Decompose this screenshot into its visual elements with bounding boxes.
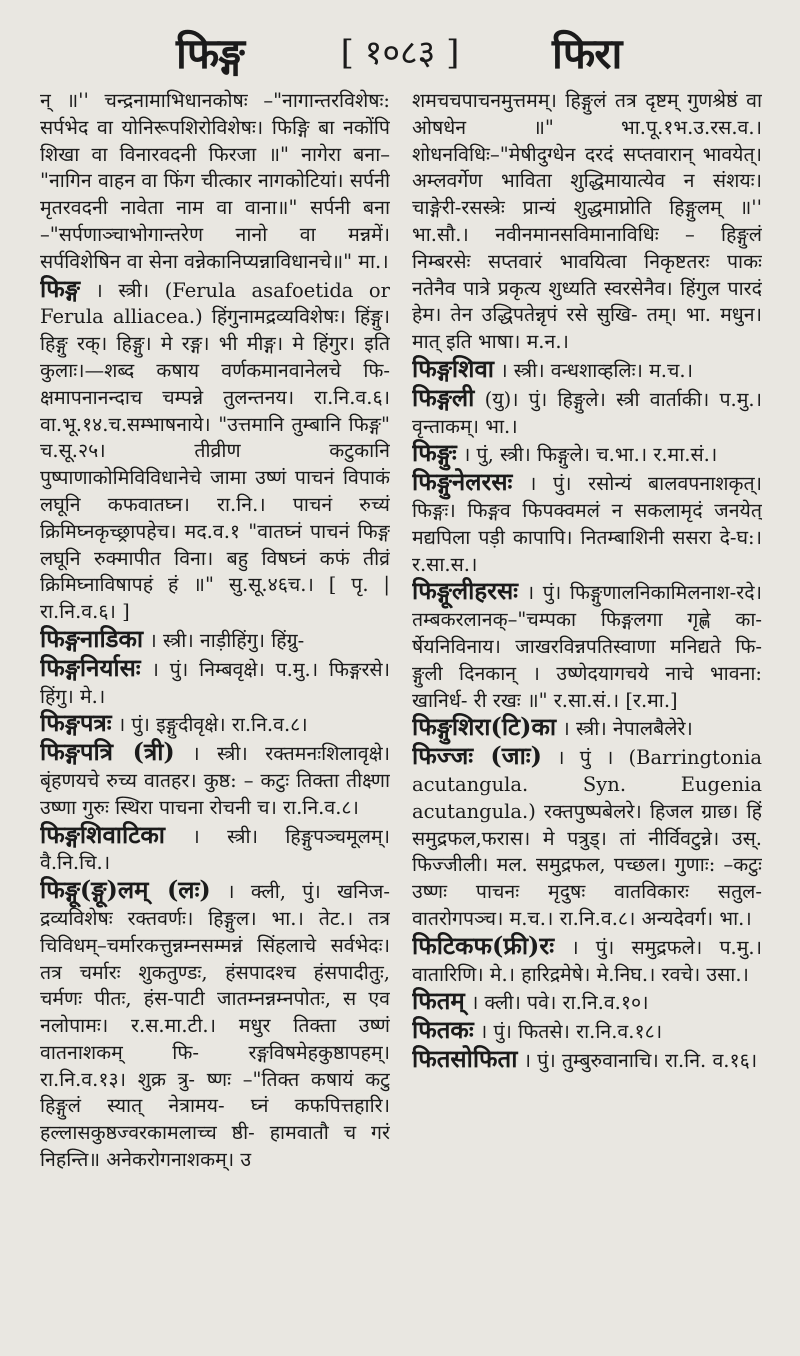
dictionary-entry xyxy=(40,710,390,739)
dictionary-entry xyxy=(412,353,762,385)
entry-definition: । क्ली, पुं। खनिज-द्रव्यविशेषः रक्तवर्णः। हिङ्गुल। भा.। तेट.। तत्र चिविधम्–चर्मारकत्तुन्नम्नसम्मन्नं सिंहलाचे सर्वभेदः। तत्र चर्मारः शुकतुण्डः, हंसपादश्च हंसपादीतुः, चर्मणः पीतः, हंस-पाटी जातम्नन्नम्नपोतः, स एव नलोपामः। र.स.मा.टी.। मधुर तिक्ता उष्णं वातनाशकम् फि- रङ्गविषमेहकुष्ठापहम्। रा.नि.व.१३। शुक्र त्रु- ष्णः –"तिक्त कषायं कटु हिङ्गुलं स्यात् नेत्रामय- घ्नं कफपित्तहारि। हल्लासकुष्ठज्वरकामलाच्च ष्ठी- हामवातौ च गरं निहन्ति॥ अनेकरोगनाशकम्। उ xyxy=(40,880,390,1172)
entry-headword: फिङ्गुनेलरसः xyxy=(412,467,513,497)
entry-definition: शमचचपाचनमुत्तमम्। हिङ्गुलं तत्र दृष्टम् गुणश्रेष्ठं वा ओषधेन ॥" भा.पू.१भ.उ.रस.व.। शोधनविधिः–"मेषीदुग्धेन दरदं सप्तवारान् भावयेत्। अम्लवर्गेण भाविता शुद्धिमायात्येव न संशयः। चाङ्गेरी-रसस्त्रेः प्रान्यं शुद्धमाप्नोति हिङ्गुलम् ॥'' भा.सौ.। नवीनमानसविमानाविधिः – हिङ्गुलं निम्बरसेः सप्तवारं भावयित्वा निकृष्टतरः पाकः नतेनैव पात्रे प्रकृत्य शुध्यति स्वरसेनैव। हिंगुल पारदं हेम। तेन उद्धिपतेन्नृपं रसे सुखि- तम्। भा. मधुन। मात् इति भाषा। म.न.। xyxy=(412,89,762,354)
entry-definition: । स्त्री। नाड़ीहिंगु। हिंग्रु- xyxy=(143,628,305,652)
entry-headword: फितम् xyxy=(412,986,465,1016)
dictionary-entry xyxy=(412,1017,762,1046)
page-number: [ १०८३ ] xyxy=(340,33,460,73)
dictionary-entry xyxy=(40,88,390,276)
left-running-headword: फिङ्ग xyxy=(176,29,244,78)
dictionary-entry xyxy=(412,988,762,1017)
left-column xyxy=(40,88,390,1350)
entry-headword: फिङ्गनिर्यासः xyxy=(40,652,141,682)
dictionary-entry xyxy=(412,1043,762,1075)
entry-headword: फिङ्गुशिरा(टि)का xyxy=(412,712,557,742)
entry-definition: । पुं। इङ्गुदीवृक्षे। रा.नि.व.८। xyxy=(111,713,308,737)
entry-definition: । स्त्री। नेपालबैलेरे। xyxy=(556,717,693,741)
dictionary-entry xyxy=(412,440,762,469)
entry-definition: । स्त्री। रक्तमनःशिलावृक्षे। बृंहणयचे रुच्य वातहर। कुष्ठ: – कटुः तिक्ता तीक्ष्णा उष्णा गुरुः स्थिरा पाचना रोचनी च। रा.नि.व.८। xyxy=(40,742,390,819)
dictionary-entry xyxy=(412,578,762,714)
entry-headword: फिटिकफ(फ्री)रः xyxy=(412,930,555,960)
entry-definition: । पुं। तुम्बुरुवानाचि। रा.नि. व.१६। xyxy=(517,1048,758,1072)
dictionary-entry xyxy=(412,743,762,933)
entry-headword: फितकः xyxy=(412,1015,474,1045)
entry-definition: । पुं। समुद्रफले। प.मु.। वातारिणि। मे.। हारिद्रमेषे। मे.निघ.। रवचे। उसा.। xyxy=(412,935,762,986)
dictionary-entry xyxy=(40,819,390,878)
dictionary-entry xyxy=(40,877,390,1174)
entry-definition: । पुं । (Barringtonia acutangula. Syn. Eugenia acutangula.) रक्तपुष्पबेलरे। हिजल ग्राछ। हिं समुद्रफल,फरास। मे पत्रुड्। तां नीर्विवटुन्ने। उस्. फिज्जीली। मल. समुद्रफल, पच्छल। गुणाः: –कटुः उष्णः पाचनः मृदुषः वातविकारः सतुल-वातरोगपञ्च। म.च.। रा.नि.व.८। अन्यदेवर्ग। भा.। xyxy=(412,746,762,930)
entry-headword: फितसोफिता xyxy=(412,1043,518,1073)
entry-definition: (यु)। पुं। हिङ्गुले। स्त्री वार्ताकी। प.मु.। वृन्ताकम्। भा.। xyxy=(412,387,762,438)
right-column xyxy=(412,88,762,1350)
dictionary-entry xyxy=(412,469,762,578)
entry-definition: । स्त्री। वन्धशाव्हलिः। म.च.। xyxy=(494,358,693,382)
entry-headword: फिङ्गली xyxy=(412,382,475,412)
page-header xyxy=(0,0,800,85)
entry-definition: । पुं। फितसे। रा.नि.व.१८। xyxy=(473,1020,663,1044)
entry-headword: फिङ्गुः xyxy=(412,438,457,468)
dictionary-entry xyxy=(40,273,390,626)
entry-headword: फिङ्गपत्रः xyxy=(40,708,112,738)
entry-definition: न् ॥'' चन्द्रनामाभिधानकोषः –"नागान्तरविशेषः: सर्पभेद वा योनिरूपशिरोविशेषः। फिङ्गि बा नकोंपि शिखा वा विनारवदनी फिरजा ॥" नागेरा बना– "नागिन वाहन वा फिंग चीत्कार नागकोटियां। सर्पनी मृतरवदनी नावेता नाम वा वाना॥" सर्पनी बना –"सर्पणाञ्चाभोगान्तरेण नानो वा मन्नमें। सर्पविशेषिन वा सेना वन्नेकानिप्यन्नाविधानचे॥" मा.। xyxy=(40,89,390,273)
entry-headword: फिङ्गपत्रि (त्री) xyxy=(40,737,175,767)
entry-headword: फिज्जः (जाः) xyxy=(412,741,543,771)
right-running-headword: फिरा xyxy=(552,29,622,78)
entry-headword: फिङ्ग xyxy=(40,273,80,303)
dictionary-entry xyxy=(412,714,762,743)
entry-definition: । पुं। रसोन्यं बालवपनाशकृत्। फिङ्गः। फिङ्गव फिपक्वमलं न सकलामृदं जनयेत् मद्यपिला पड़ी कापापि। नितम्बाशिनी ससरा दे-घ:। र.सा.स.। xyxy=(412,472,762,576)
entry-headword: फिङ्गनाडिका xyxy=(40,623,144,653)
entry-headword: फिङ्गूलीहरसः xyxy=(412,576,519,606)
entry-headword: फिङ्गशिवा xyxy=(412,353,495,383)
dictionary-entry xyxy=(40,652,390,711)
entry-definition: । पुं। निम्बवृक्षे। प.मु.। फिङ्गरसे। हिंगु। मे.। xyxy=(40,657,390,708)
entry-definition: । पुं, स्त्री। फिङ्गुले। च.भा.। र.मा.सं.। xyxy=(456,443,718,467)
dictionary-entry xyxy=(412,382,762,441)
dictionary-entry xyxy=(40,623,390,655)
dictionary-entry xyxy=(412,930,762,989)
dictionary-entry xyxy=(412,88,762,356)
dictionary-entry xyxy=(40,739,390,821)
entry-definition: । क्ली। पवे। रा.नि.व.१०। xyxy=(464,991,649,1015)
entry-definition: । पुं। फिङ्गुणालनिकामिलनाश-रदे। तम्बकरलानक्–"चम्पका फिङ्गलगा गृह्णे का-र्षेयनिविनाय। जाखरविन्नपतिस्वाणा मनिद्यते फि- ङ्गुली दिनकान् । उष्णेदयागचये नाचे भावना: खानिर्ध- री रखः ॥" र.सा.सं.। [र.मा.] xyxy=(412,581,762,712)
entry-definition: । स्त्री। (Ferula asafoetida or Ferula alliacea.) हिंगुनामद्रव्यविशेषः। हिंङ्गु। हिङ्गु रक्। हिङ्गु। मे रङ्ग। भी मीङ्ग। मे हिंगुर। इति कुलाः।—शब्द कषाय वर्णकमानवानेलचे फि- क्षमापनानन्दाच चम्पन्ने तुलन्तनय। रा.नि.व.६। वा.भू.१४.च.सम्भाषनाये। "उत्तमानि तुम्बानि फिङ्ग" च.सू.२५। तीव्रीण कटुकानि पुष्पाणाकोमिविविधानेचे जामा उष्णं पाचनं विपाकं लघूनि कफवातघ्न। रा.नि.। पाचनं रुच्यं क्रिमिघ्नकृच्छ्रापहेच। मद.व.१ "वातघ्नं पाचनं फिङ्ग लघूनि रुक्मापीत विना। बहु विषघ्नं कफं तीव्रं क्रिमिघ्नाविषापहं हं ॥" सु.सू.४६च.। [ पृ. | रा.नि.व.६। ] xyxy=(40,278,390,624)
entry-headword: फिङ्गशिवाटिका xyxy=(40,819,165,849)
entry-headword: फिङ्गू(ङ्गू)लम् (लः) xyxy=(40,875,211,905)
entry-definition: । स्त्री। हिङ्गुपञ्चमूलम्। वै.नि.चि.। xyxy=(40,824,390,875)
